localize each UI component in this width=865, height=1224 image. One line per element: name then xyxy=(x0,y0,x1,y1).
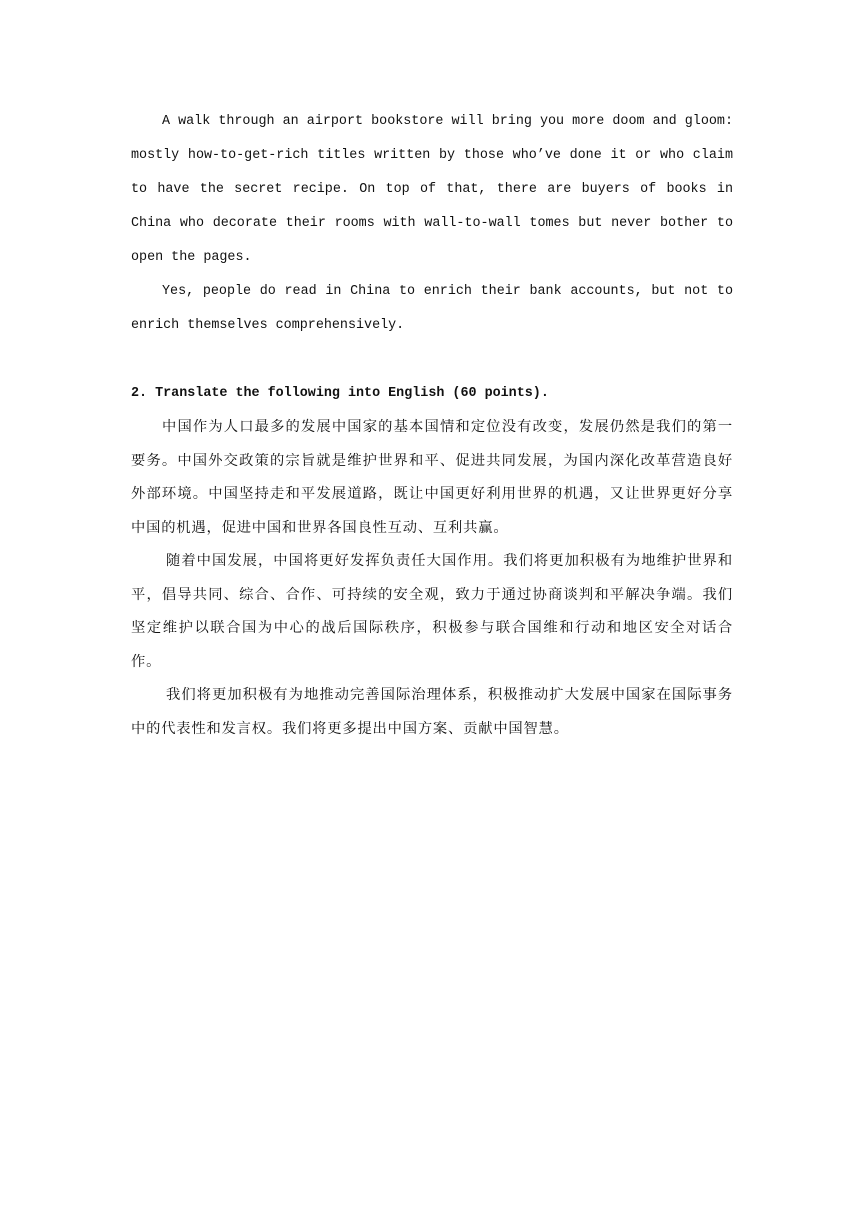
translation-paragraph-1: 中国作为人口最多的发展中国家的基本国情和定位没有改变，发展仍然是我们的第一要务。中国外交政策的宗旨就是维护世界和平、促进共同发展，为国内深化改革营造良好外部环境。中国坚持走和平发展道路，既让中国更好利用世界的机遇，又让世界更好分享中国的机遇，促进中国和世界各国良性互动、互利共赢。 xyxy=(131,419,733,536)
translation-paragraph-3: 我们将更加积极有为地推动完善国际治理体系，积极推动扩大发展中国家在国际事务中的代表性和发言权。我们将更多提出中国方案、贡献中国智慧。 xyxy=(131,687,733,737)
translation-paragraph-2: 随着中国发展，中国将更好发挥负责任大国作用。我们将更加积极有为地维护世界和平，倡导共同、综合、合作、可持续的安全观，致力于通过协商谈判和平解决争端。我们坚定维护以联合国为中心的战后国际秩序，积极参与联合国维和行动和地区安全对话合作。 xyxy=(131,553,733,670)
passage-paragraph-1: A walk through an airport bookstore will bring you more doom and gloom: mostly how-to-get-rich titles written by those who’ve done it or who claim to have the secret recipe. On top of that, there are buyers of books in China who decorate their rooms with wall-to-wall tomes but never bother to open the pages. xyxy=(131,114,733,265)
section-2-title: 2. Translate the following into English (60 points). xyxy=(131,386,549,401)
passage-paragraph-2: Yes, people do read in China to enrich their bank accounts, but not to enrich themselves comprehensively. xyxy=(131,284,733,333)
document-content xyxy=(131,105,733,746)
